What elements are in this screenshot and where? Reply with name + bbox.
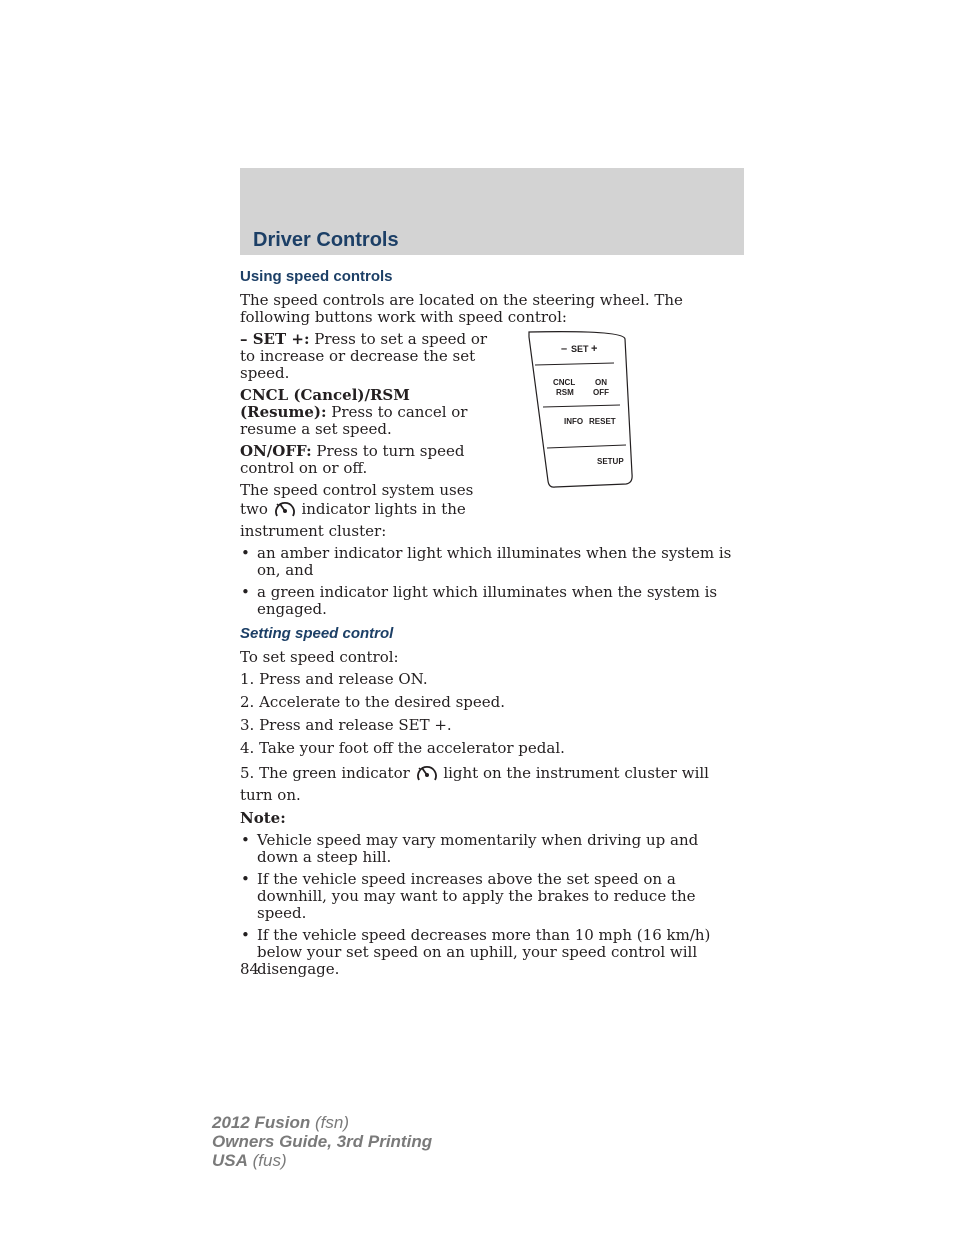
- note-label: [240, 810, 744, 827]
- list-item: 1. Press and release ON.: [240, 670, 428, 688]
- footer-guide: Owners Guide, 3rd Printing: [212, 1132, 433, 1151]
- setting-speed-control-heading: Setting speed control: [240, 625, 394, 642]
- steering-wheel-buttons-illustration: [492, 331, 744, 501]
- cncl-description: [240, 387, 492, 438]
- setting-intro: To set speed control:: [240, 648, 399, 666]
- set-minus-label: –: [561, 343, 568, 355]
- speed-controls-intro: The speed controls are located on the steering wheel. The following buttons work with speed control:: [240, 291, 683, 326]
- using-speed-controls-heading: Using speed controls: [240, 268, 393, 285]
- indicator-text-before: The speed control system uses two: [240, 481, 474, 518]
- cncl-button-label: CNCL: [553, 378, 576, 387]
- notes-list: [240, 832, 744, 978]
- footer-guide-line: [212, 1132, 432, 1151]
- set-label: – SET +:: [240, 330, 310, 348]
- page-content: [240, 267, 744, 983]
- steering-wheel-controls-figure: [492, 331, 744, 545]
- section-title: Driver Controls: [253, 229, 399, 251]
- footer-model-line: [212, 1113, 432, 1132]
- off-button-label: OFF: [593, 388, 609, 397]
- indicator-description: [240, 482, 492, 540]
- set-description: [240, 331, 492, 382]
- list-item: • If the vehicle speed decreases more than 10 mph (16 km/h) below your set speed on an uphill, your speed control will disengage.: [240, 927, 744, 978]
- indicator-list: [240, 545, 744, 618]
- footer-model: 2012 Fusion: [212, 1113, 311, 1132]
- list-item: • a green indicator light which illuminates when the system is engaged.: [240, 584, 744, 618]
- indicator-text-after: indicator lights in the instrument cluster:: [240, 500, 466, 540]
- info-button-label: INFO: [564, 417, 584, 426]
- list-item: • an amber indicator light which illuminates when the system is on, and: [240, 545, 744, 579]
- page-number: 84: [240, 960, 260, 978]
- list-item: 2. Accelerate to the desired speed.: [240, 693, 506, 711]
- set-button-label: SET: [571, 344, 589, 354]
- setup-button-label: SETUP: [597, 457, 624, 466]
- footer-region-code: (fus): [252, 1151, 287, 1170]
- onoff-label: ON/OFF:: [240, 442, 312, 460]
- setting-steps-list: [240, 671, 744, 804]
- list-item: • If the vehicle speed increases above the set speed on a downhill, you may want to apply the brakes to reduce the speed.: [240, 871, 744, 922]
- note-label-text: Note:: [240, 809, 286, 827]
- step5-text-before: 5. The green indicator: [240, 764, 415, 782]
- onoff-text: Press to turn speed control on or off.: [240, 442, 465, 477]
- step5-text-after: light on the instrument cluster will turn on.: [240, 764, 709, 804]
- document-footer: [212, 1113, 432, 1170]
- speed-control-indicator-icon: [415, 763, 439, 787]
- on-button-label: ON: [595, 378, 607, 387]
- speed-control-indicator-icon: [273, 499, 297, 523]
- footer-region: USA: [212, 1151, 248, 1170]
- reset-button-label: RESET: [589, 417, 616, 426]
- cncl-text: Press to cancel or resume a set speed.: [240, 403, 468, 438]
- rsm-button-label: RSM: [556, 388, 574, 397]
- list-item: • Vehicle speed may vary momentarily when driving up and down a steep hill.: [240, 832, 744, 866]
- footer-model-code: (fsn): [315, 1113, 349, 1132]
- set-plus-label: +: [591, 343, 598, 355]
- cncl-label: CNCL (Cancel)/RSM (Resume):: [240, 386, 410, 421]
- list-item: [240, 763, 744, 804]
- footer-region-line: [212, 1151, 432, 1170]
- set-text: Press to set a speed or to increase or decrease the set speed.: [240, 330, 488, 382]
- list-item: 3. Press and release SET +.: [240, 716, 452, 734]
- list-item: 4. Take your foot off the accelerator pedal.: [240, 739, 565, 757]
- controls-description-text: [240, 331, 492, 545]
- onoff-description: [240, 443, 492, 477]
- controls-description-block: [240, 331, 744, 545]
